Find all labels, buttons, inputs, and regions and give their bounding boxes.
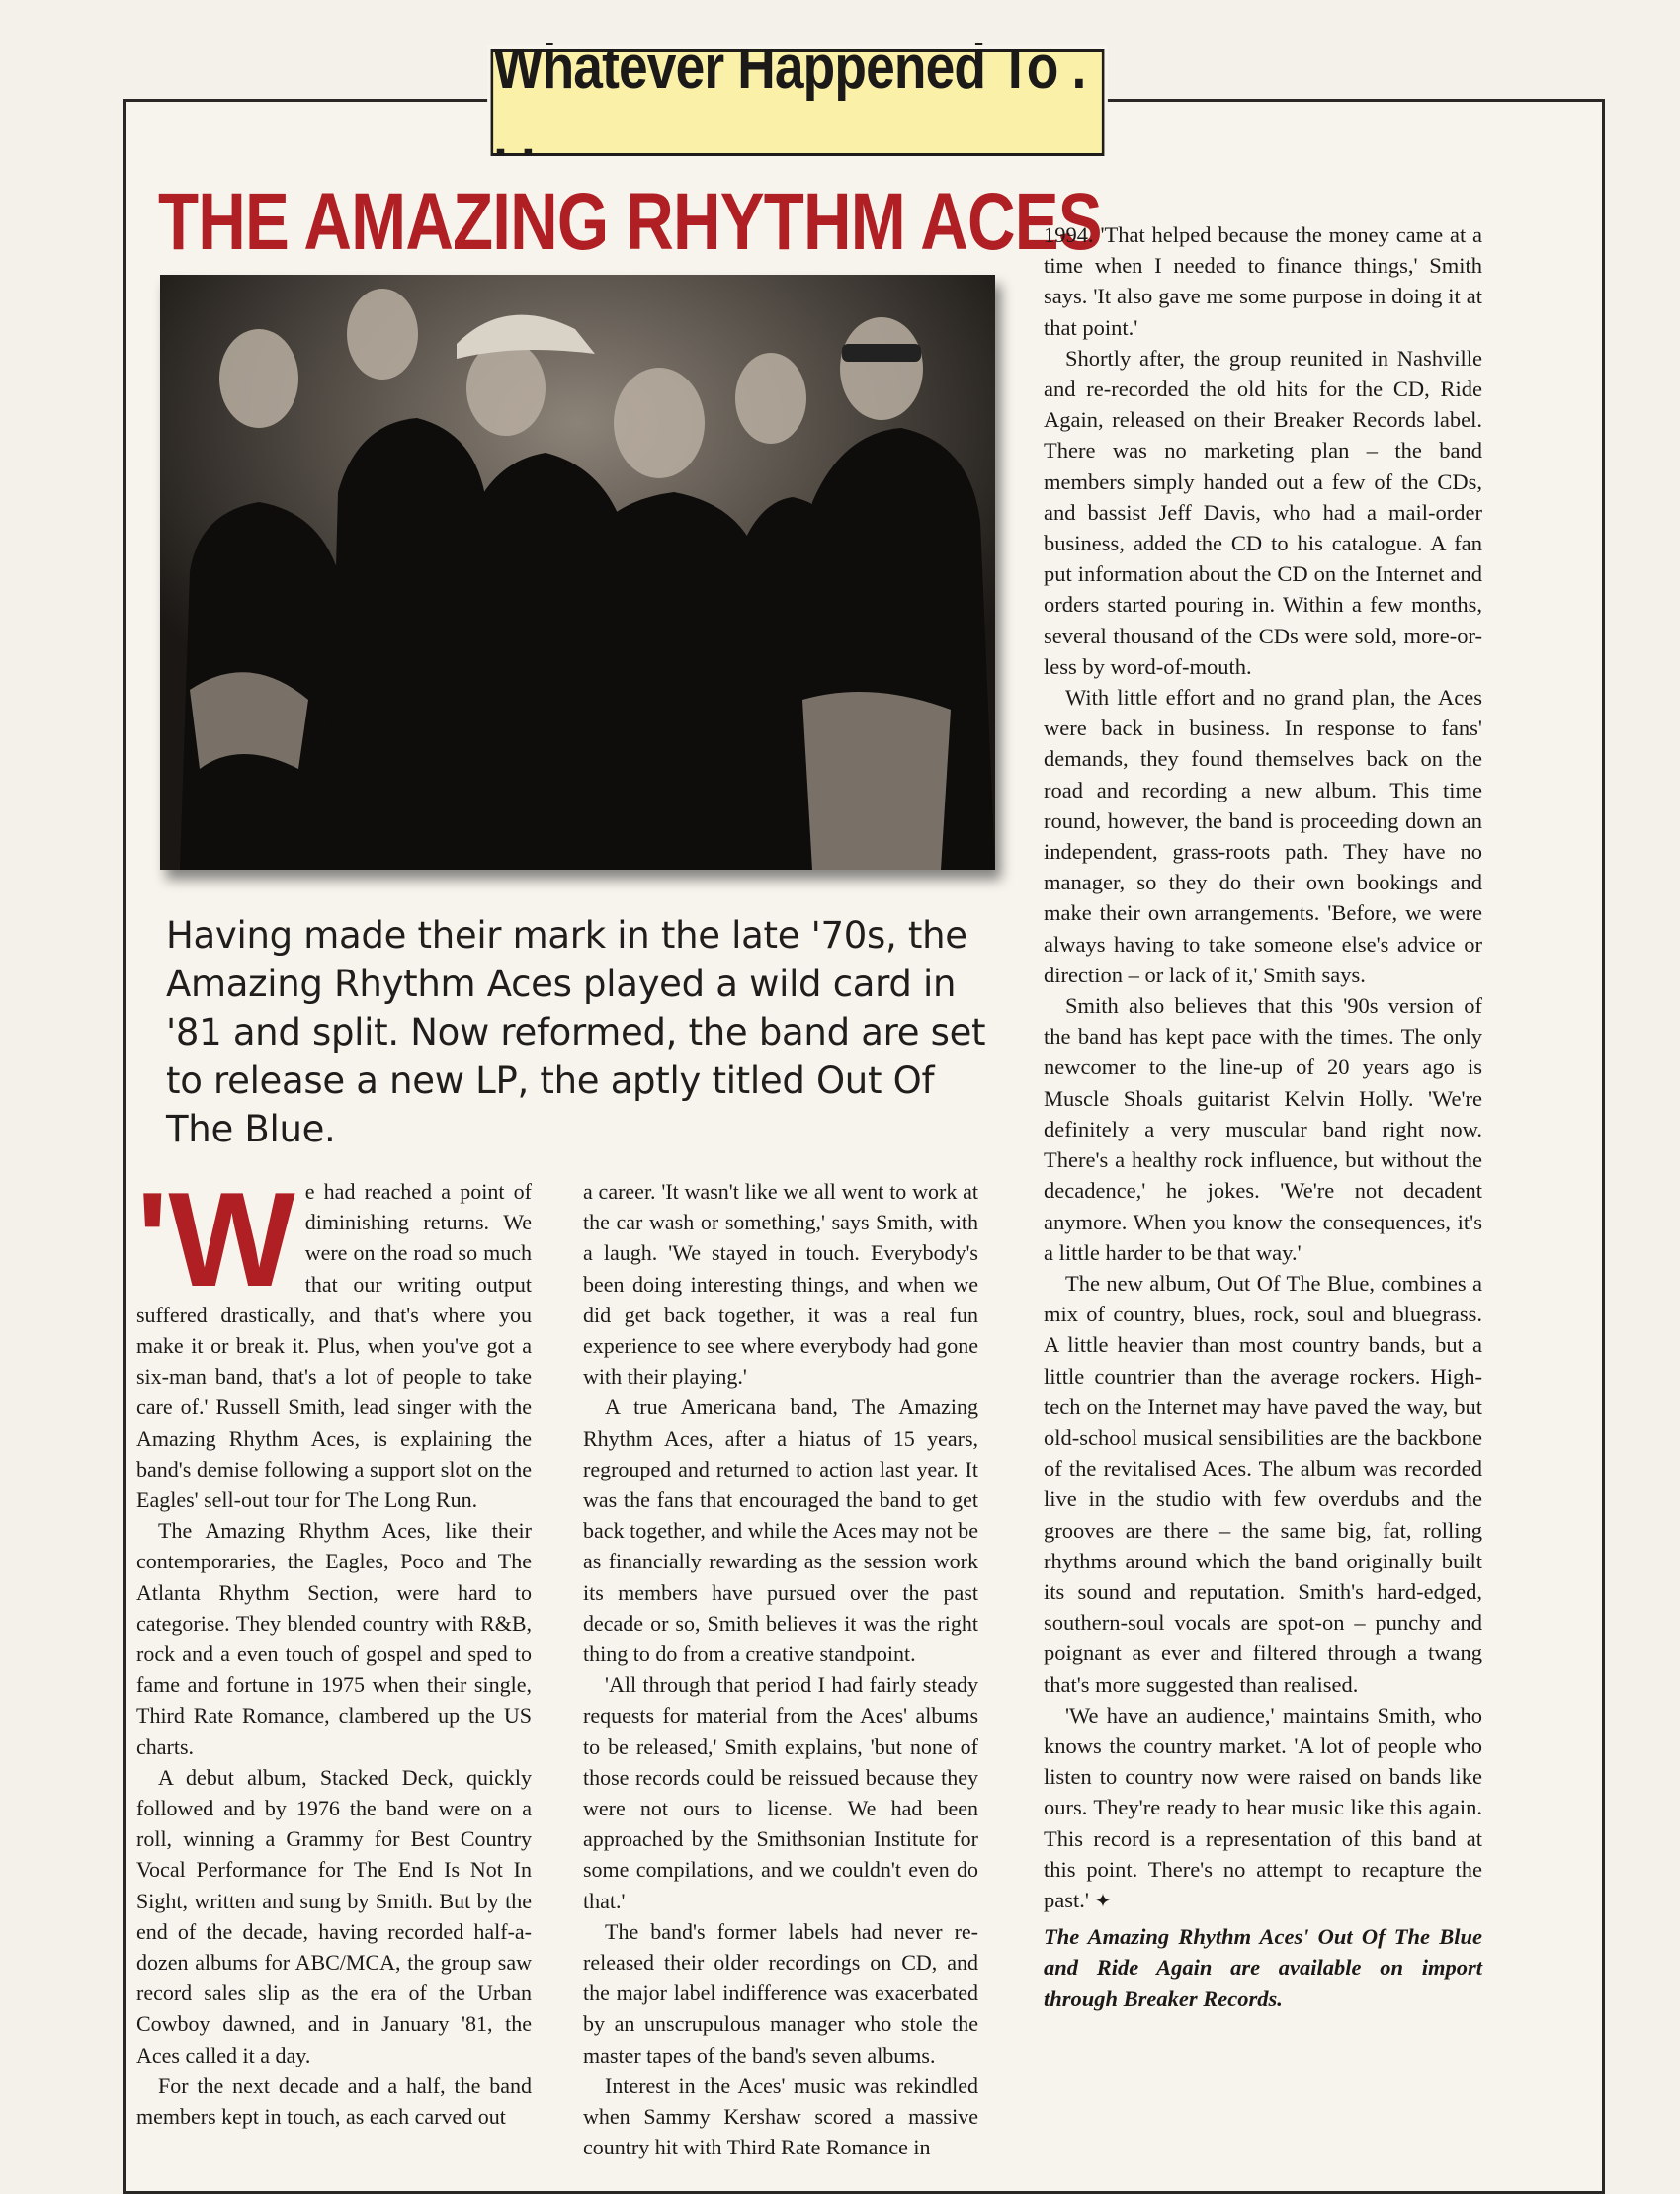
body-paragraph-final	[1044, 1700, 1482, 1917]
band-photo-illustration	[160, 275, 995, 870]
body-paragraph: Shortly after, the group reunited in Nashville and re-recorded the old hits for the CD, Ride Again, released on their Breaker Records label. There was no marketing plan – the band members simply handed out a few of the CDs, and bassist Jeff Davis, who had a mail-order business, added the CD to his catalogue. A fan put information about the CD on the Internet and orders started pouring in. Within a few months, several thousand of the CDs were sold, more-or-less by word-of-mouth.	[1044, 345, 1482, 679]
body-paragraph: With little effort and no grand plan, the Aces were back in business. In response to fans' demands, they found themselves back on the road and recording a new album. This time round, however, the band is proceeding down an independent, grass-roots path. They have no manager, so they do their own bookings and make their own arrangements. 'Before, we were always having to take someone else's advice or direction – or lack of it,' Smith says.	[1044, 685, 1482, 987]
body-paragraph: Smith also believes that this '90s version of the band has kept pace with the times. The only newcomer to the line-up of 20 years ago is Muscle Shoals guitarist Kelvin Holly. 'We're definitely a very muscular band right now. There's a healthy rock influence, but without the decadence,' he jokes. 'We're not decadent anymore. When you know the consequences, it's a little harder to be that way.'	[1044, 993, 1482, 1265]
body-paragraph: A debut album, Stacked Deck, quickly followed and by 1976 the band were on a roll, winning a Grammy for Best Country Vocal Performance for The End Is Not In Sight, written and sung by Smith. But by the end of the decade, having recorded half-a-dozen albums for ABC/MCA, the group saw record sales slip as the era of the Urban Cowboy dawned, and in January '81, the Aces called it a day.	[136, 1764, 532, 2067]
body-paragraph: The Amazing Rhythm Aces, like their contemporaries, the Eagles, Poco and The Atlanta Rhythm Section, were hard to categorise. They blended country with R&B, rock and a even touch of gospel and sped to fame and fortune in 1975 when their single, Third Rate Romance, clambered up the US charts.	[136, 1518, 532, 1759]
body-paragraph: The band's former labels had never re-released their older recordings on CD, and the major label indifference was exacerbated by an unscrupulous manager who stole the master tapes of the band's seven albums.	[583, 1918, 978, 2067]
body-paragraph: e had reached a point of diminishing returns. We were on the road so much that our writing output suffered drastically, and that's where you make it or break it. Plus, when you've got a six-man band, that's a lot of people to take care of.' Russell Smith, lead singer with the Amazing Rhythm Aces, is explaining the band's demise following a support slot on the Eagles' sell-out tour for The Long Run.	[136, 1179, 532, 1513]
end-mark-icon: ✦	[1094, 1890, 1112, 1912]
article-headline: THE AMAZING RHYTHM ACES	[158, 177, 1102, 267]
drop-cap: 'W	[136, 1164, 295, 1314]
body-paragraph: The new album, Out Of The Blue, combines a mix of country, blues, rock, soul and bluegrass. A little heavier than most country bands, but a little countrier than the average rockers. High-tech on the Internet may have paved the way, but old-school musical sensibilities are the backbone of the revitalised Aces. The album was recorded live in the studio with few overdubs and the grooves are there – the same big, fat, rolling rhythms around which the band originally built its sound and reputation. Smith's hard-edged, southern-soul vocals are spot-on – punchy and poignant as ever and filtered through a twang that's more suggested than realised.	[1044, 1270, 1482, 1697]
body-paragraph: 1994. 'That helped because the money came at a time when I needed to finance things,' Smith says. 'It also gave me some purpose in doing it at that point.'	[1044, 222, 1482, 340]
final-paragraph-text: 'We have an audience,' maintains Smith, who knows the country market. 'A lot of people who listen to country now were raised on bands like ours. They're ready to hear music like this again. This record is a representation of this band at this point. There's no attempt to recapture the past.'	[1044, 1702, 1482, 1912]
article-standfirst: Having made their mark in the late '70s, the Amazing Rhythm Aces played a wild card in '81 and split. Now reformed, the band are set to release a new LP, the aptly titled Out Of The Blue.	[166, 914, 986, 1150]
body-paragraph: a career. 'It wasn't like we all went to work at the car wash or something,' says Smith, with a laugh. 'We stayed in touch. Everybody's been doing interesting things, and when we did get back together, it was a real fun experience to see where everybody had gone with their playing.'	[583, 1179, 978, 1390]
body-paragraph: For the next decade and a half, the band members kept in touch, as each carved out	[136, 2072, 532, 2130]
body-paragraph: Interest in the Aces' music was rekindled when Sammy Kershaw scored a massive country hit with Third Rate Romance in	[583, 2072, 978, 2160]
article-column-3	[1044, 219, 1482, 2014]
section-kicker: Whatever Happened To . . .	[491, 49, 1105, 156]
body-paragraph: 'All through that period I had fairly steady requests for material from the Aces' albums to be released,' Smith explains, 'but none of those records could be reissued because they were not ours to license. We had been approached by the Smithsonian Institute for some compilations, and we couldn't even do that.'	[583, 1672, 978, 1913]
availability-credit: The Amazing Rhythm Aces' Out Of The Blue and Ride Again are available on import through Breaker Records.	[1044, 1924, 1482, 2011]
article-column-1	[136, 1164, 532, 2132]
body-paragraph: A true Americana band, The Amazing Rhythm Aces, after a hiatus of 15 years, regrouped and returned to action last year. It was the fans that encouraged the band to get back together, and while the Aces may not be as financially rewarding as the session work its members have pursued over the past decade or so, Smith believes it was the right thing to do from a creative standpoint.	[583, 1394, 978, 1667]
band-photo	[160, 275, 995, 870]
article-column-2	[583, 1176, 978, 2163]
